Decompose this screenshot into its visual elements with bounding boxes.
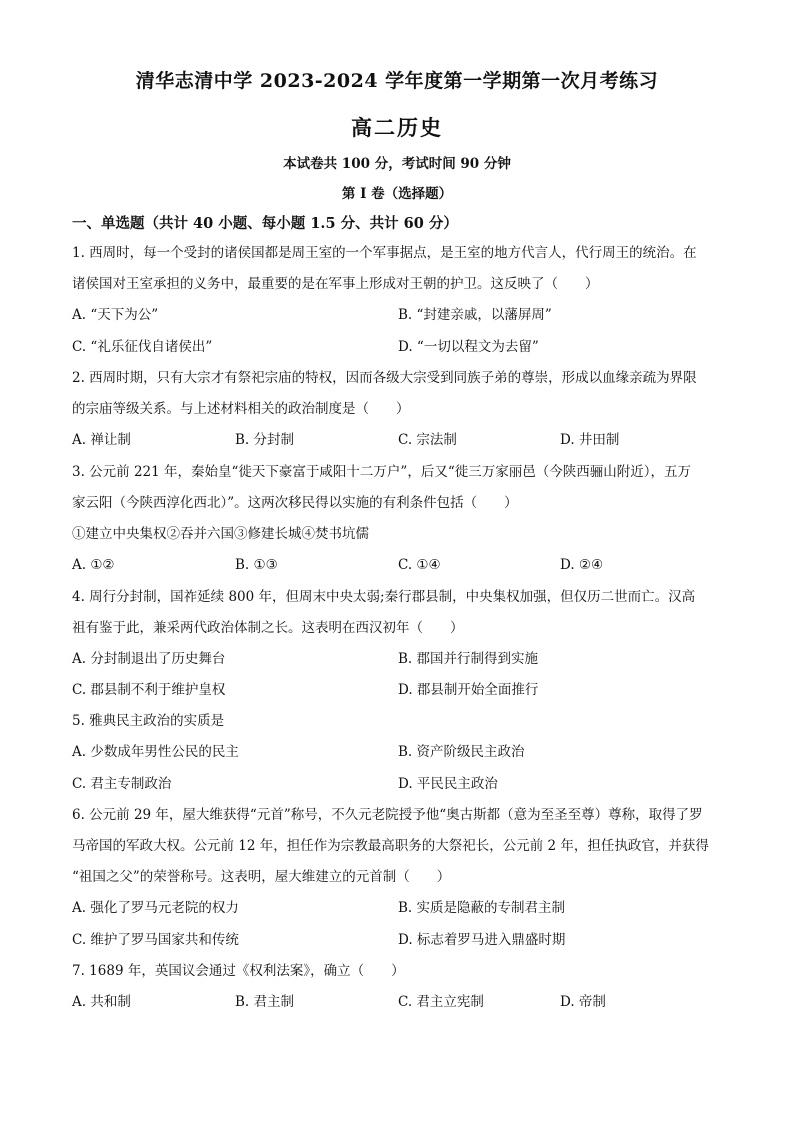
question-6-option-a: A. 强化了罗马元老院的权力 xyxy=(72,900,239,916)
question-2-option-b: B. 分封制 xyxy=(235,432,295,448)
question-7-option-c: C. 君主立宪制 xyxy=(398,994,484,1010)
question-1-line-1: 1. 西周时，每一个受封的诸侯国都是周王室的一个军事据点，是王室的地方代言人，代行周王的统治。在 xyxy=(72,245,697,261)
question-4-option-d: D. 郡县制开始全面推行 xyxy=(398,682,539,698)
question-3-option-c: C. ①④ xyxy=(398,557,441,573)
question-5-line-1: 5. 雅典民主政治的实质是 xyxy=(72,713,225,729)
question-6-option-d: D. 标志着罗马进入鼎盛时期 xyxy=(398,932,566,948)
question-3-line-1: 3. 公元前 221 年，秦始皇“徙天下豪富于咸阳十二万户”，后又“徙三万家丽邑（今陕西骊山附近），五万 xyxy=(72,464,691,480)
subject-title: 高二历史 xyxy=(351,115,443,140)
question-3-option-d: D. ②④ xyxy=(560,557,604,573)
question-2-line-1: 2. 西周时期，只有大宗才有祭祀宗庙的特权，因而各级大宗受到同族子弟的尊崇，形成以血缘亲疏为界限 xyxy=(72,370,697,386)
question-4-option-c: C. 郡县制不利于维护皇权 xyxy=(72,682,226,698)
exam-title: 清华志清中学 2023-2024 学年度第一学期第一次月考练习 xyxy=(135,70,659,92)
question-1-option-b: B. “封建亲戚，以藩屏周” xyxy=(398,307,552,323)
question-5-option-a: A. 少数成年男性公民的民主 xyxy=(72,744,239,760)
question-3-line-3: ①建立中央集权②吞并六国③修建长城④焚书坑儒 xyxy=(72,526,369,542)
question-5-option-c: C. 君主专制政治 xyxy=(72,776,172,792)
question-6-option-b: B. 实质是隐蔽的专制君主制 xyxy=(398,900,566,916)
section-heading: 一、单选题（共计 40 小题、每小题 1.5 分、共计 60 分） xyxy=(72,215,458,232)
question-4-line-1: 4. 周行分封制，国祚延续 800 年，但周末中央太弱;秦行郡县制，中央集权加强，但仅历二世而亡。汉高 xyxy=(72,589,696,605)
exam-info: 本试卷共 100 分，考试时间 90 分钟 xyxy=(283,156,511,172)
question-1-option-a: A. “天下为公” xyxy=(72,307,159,323)
question-1-option-c: C. “礼乐征伐自诸侯出” xyxy=(72,339,213,355)
question-2-option-c: C. 宗法制 xyxy=(398,432,457,448)
question-1-line-2: 诸侯国对王室承担的义务中，最重要的是在军事上形成对王朝的护卫。这反映了（ ） xyxy=(72,276,599,292)
question-7-option-b: B. 君主制 xyxy=(235,994,295,1010)
question-4-option-a: A. 分封制退出了历史舞台 xyxy=(72,651,226,667)
question-6-line-2: 马帝国的军政大权。公元前 12 年，担任作为宗教最高职务的大祭祀长，公元前 2 年，担任执政官，并获得 xyxy=(72,838,709,854)
question-7-option-a: A. 共和制 xyxy=(72,994,131,1010)
question-3-option-a: A. ①② xyxy=(72,557,115,573)
question-1-option-d: D. “一切以程文为去留” xyxy=(398,339,539,355)
question-7-option-d: D. 帝制 xyxy=(560,994,606,1010)
question-6-line-3: “祖国之父”的荣誉称号。这表明，屋大维建立的元首制（ ） xyxy=(72,869,451,885)
question-5-option-b: B. 资产阶级民主政治 xyxy=(398,744,525,760)
question-7-line-1: 7. 1689 年，英国议会通过《权利法案》，确立（ ） xyxy=(72,963,405,979)
question-4-line-2: 祖有鉴于此，兼采两代政治体制之长。这表明在西汉初年（ ） xyxy=(72,620,464,636)
question-2-option-d: D. 井田制 xyxy=(560,432,620,448)
question-2-option-a: A. 禅让制 xyxy=(72,432,131,448)
question-2-line-2: 的宗庙等级关系。与上述材料相关的政治制度是（ ） xyxy=(72,401,410,417)
question-6-line-1: 6. 公元前 29 年，屋大维获得“元首”称号，不久元老院授予他“奥古斯都（意为至圣至尊）尊称，取得了罗 xyxy=(72,807,703,823)
question-3-option-b: B. ①③ xyxy=(235,557,278,573)
question-6-option-c: C. 维护了罗马国家共和传统 xyxy=(72,932,239,948)
question-5-option-d: D. 平民民主政治 xyxy=(398,776,498,792)
question-3-line-2: 家云阳（今陕西淳化西北）”。这两次移民得以实施的有利条件包括（ ） xyxy=(72,495,518,511)
volume-title: 第 I 卷（选择题） xyxy=(341,186,453,202)
question-4-option-b: B. 郡国并行制得到实施 xyxy=(398,651,539,667)
